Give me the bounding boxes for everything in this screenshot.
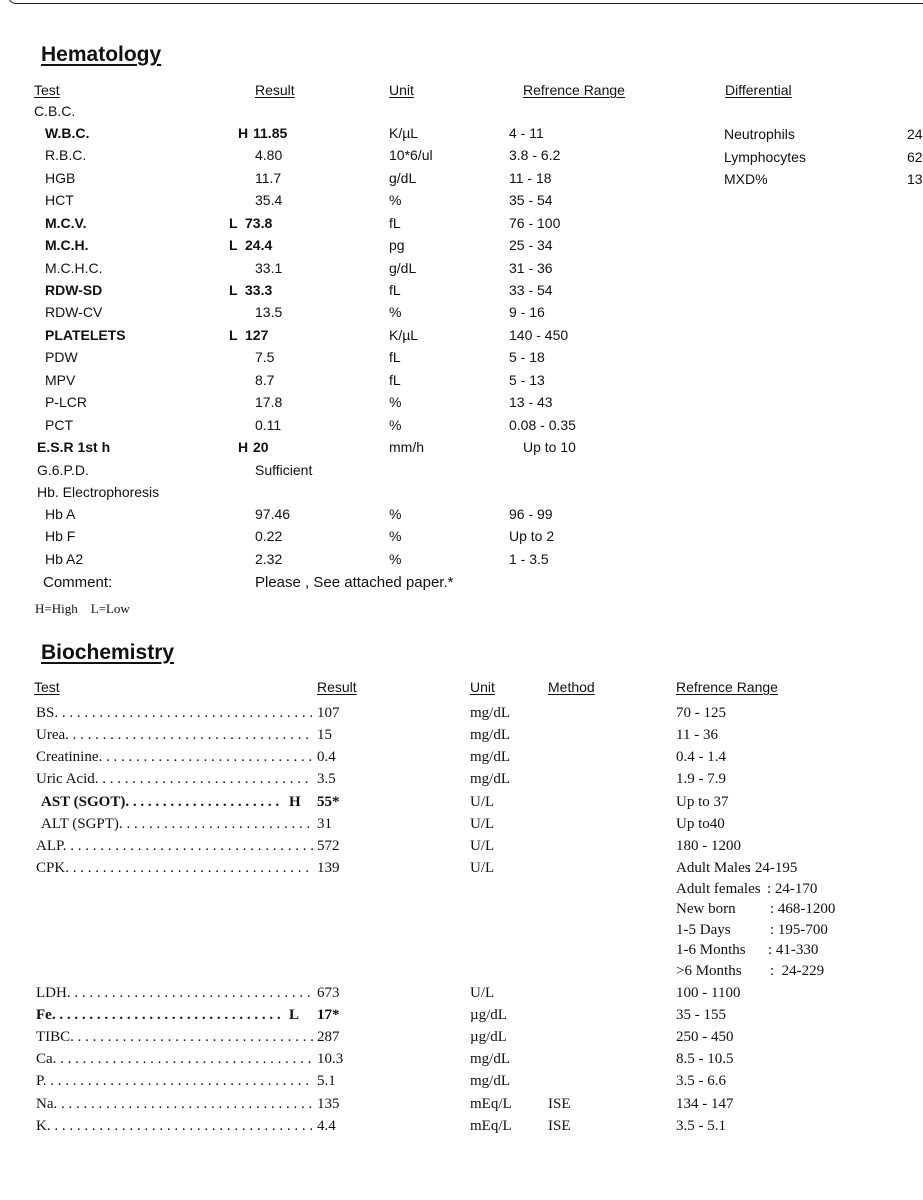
biochem-result: 673 [317, 985, 340, 1001]
biochem-test-leader [36, 985, 313, 1002]
cbc-range: 33 - 54 [509, 282, 553, 298]
cbc-row [0, 349, 923, 371]
cpk-range-row [0, 922, 923, 942]
hema-header-range: Refrence Range [523, 82, 625, 98]
cpk-range-value: : 24-170 [767, 880, 818, 897]
top-frame-border [8, 0, 923, 4]
biochem-unit: mg/dL [470, 749, 510, 765]
biochemistry-title: Biochemistry [41, 641, 175, 664]
biochem-test-name: ALP [36, 838, 63, 854]
cpk-range-row [0, 860, 923, 880]
cbc-range: 4 - 11 [509, 125, 544, 141]
cbc-unit: g/dL [389, 169, 417, 186]
cbc-test-name: PLATELETS [45, 326, 126, 343]
biochem-test-name: Uric Acid [36, 771, 95, 787]
cbc-result: 8.7 [255, 371, 275, 388]
cbc-result: 33.3 [245, 282, 273, 298]
cbc-unit: 10*6/ul [389, 147, 433, 164]
biochem-test-name: ALT (SGPT) [41, 816, 119, 832]
cbc-test-name: R.B.C. [45, 147, 87, 164]
biochem-result: 10.3 [317, 1051, 344, 1067]
biochem-test-leader [36, 727, 313, 744]
cbc-unit: g/dL [389, 259, 417, 276]
biochem-range: Up to 37 [676, 794, 729, 810]
cbc-result: 11.85 [253, 125, 288, 141]
biochem-unit: mg/dL [470, 771, 510, 787]
biochem-row [0, 771, 923, 792]
cpk-range-value: : 41-330 [768, 942, 819, 959]
cbc-result: 24.4 [245, 237, 273, 254]
cbc-row [0, 394, 923, 416]
biochem-range: 35 - 155 [676, 1007, 726, 1023]
cbc-test-name: P-LCR [45, 394, 88, 411]
hema-header-unit: Unit [389, 82, 414, 98]
cpk-range-row [0, 963, 923, 983]
cbc-group-label: C.B.C. [34, 103, 76, 119]
biochem-result: 4.4 [317, 1118, 336, 1134]
biochem-test-leader [41, 794, 282, 811]
biochem-method: ISE [548, 1096, 571, 1112]
differential-value: 24 [907, 126, 923, 142]
biochem-test-name: Ca [36, 1051, 53, 1067]
biochem-test-leader [36, 838, 313, 855]
biochem-range: 250 - 450 [676, 1029, 734, 1045]
cbc-unit: % [389, 304, 402, 321]
biochem-test-name: Na [36, 1096, 54, 1112]
cbc-range: 5 - 18 [509, 349, 545, 366]
biochem-test-name: TIBC [36, 1029, 71, 1045]
cbc-range: 31 - 36 [509, 259, 553, 276]
biochem-result: 287 [317, 1029, 340, 1045]
cbc-unit: % [389, 416, 402, 433]
biochem-test-leader [36, 1118, 313, 1135]
cbc-result: 11.7 [255, 169, 282, 186]
hb-result: 97.46 [255, 506, 291, 522]
cbc-test-name: HGB [45, 169, 76, 186]
bio-header-result: Result [317, 679, 357, 695]
cbc-range: 3.8 - 6.2 [509, 147, 561, 164]
comment-label: Comment: [43, 574, 113, 591]
biochem-test-name: K [36, 1118, 47, 1134]
biochem-unit: mEq/L [470, 1096, 512, 1112]
biochem-range: Up to40 [676, 816, 725, 832]
hb-test-name: Hb A [45, 506, 76, 522]
biochem-range: 134 - 147 [676, 1096, 734, 1112]
differential-row [0, 171, 923, 193]
cbc-result: 0.11 [255, 416, 282, 433]
biochem-unit: µg/dL [470, 1007, 507, 1023]
hb-result: 2.32 [255, 550, 283, 567]
cpk-range-row [0, 942, 923, 962]
biochem-result: 3.5 [317, 771, 336, 787]
cbc-row [0, 215, 923, 237]
cbc-result: 73.8 [245, 214, 273, 231]
biochem-row [0, 794, 923, 815]
hb-row [0, 551, 923, 573]
hema-header-differential: Differential [725, 82, 792, 98]
biochem-unit: mg/dL [470, 1051, 510, 1067]
cbc-flag: L [229, 326, 238, 343]
cbc-test-name: M.C.V. [45, 214, 87, 231]
cbc-range: 13 - 43 [509, 394, 553, 411]
biochem-range: 3.5 - 5.1 [676, 1118, 726, 1134]
differential-name: Lymphocytes [724, 148, 806, 165]
cbc-result: 4.80 [255, 147, 283, 164]
biochem-unit: U/L [470, 985, 495, 1001]
cbc-unit: % [389, 394, 402, 411]
biochem-row [0, 816, 923, 837]
biochem-row [0, 1029, 923, 1050]
biochem-result: 55* [317, 794, 340, 810]
cbc-unit: fL [389, 214, 401, 231]
hb-unit: % [389, 506, 402, 522]
biochem-test-leader [36, 1051, 313, 1068]
hb-electrophoresis-label: Hb. Electrophoresis [37, 484, 160, 500]
biochem-test-name: Creatinine [36, 749, 99, 765]
cpk-range-value: : 468-1200 [770, 901, 836, 918]
esr-flag: H [238, 439, 249, 455]
biochem-result: 17* [317, 1007, 340, 1023]
esr-row [0, 439, 923, 461]
biochem-row [0, 1118, 923, 1139]
biochem-test-name: LDH [36, 985, 67, 1001]
biochem-result: 31 [317, 816, 332, 832]
cbc-result: 33.1 [255, 259, 283, 276]
cpk-range-value: : 24-195 [747, 860, 798, 876]
hema-header-result: Result [255, 82, 295, 98]
biochem-result: 5.1 [317, 1073, 336, 1089]
biochem-test-leader [36, 749, 313, 766]
cbc-row [0, 237, 923, 259]
biochem-test-leader [36, 705, 313, 722]
cbc-row [0, 327, 923, 349]
bio-header-method: Method [548, 679, 595, 695]
esr-result: 20 [253, 439, 269, 455]
biochem-range: 0.4 - 1.4 [676, 749, 726, 765]
biochem-unit: mg/dL [470, 727, 510, 743]
cbc-flag: L [229, 214, 238, 231]
hb-row [0, 528, 923, 550]
biochem-row [0, 838, 923, 859]
cbc-unit: K/µL [389, 326, 419, 343]
cbc-row [0, 417, 923, 439]
biochem-test-leader [36, 1096, 313, 1113]
biochem-test-name: BS [36, 705, 55, 721]
g6pd-result: Sufficient [255, 462, 313, 478]
differential-name: Neutrophils [724, 126, 795, 142]
cbc-range: 0.08 - 0.35 [509, 416, 576, 433]
cbc-row [0, 372, 923, 394]
comment-text: Please , See attached paper.* [255, 574, 454, 591]
biochem-row [0, 1051, 923, 1072]
biochem-test-leader [36, 1007, 282, 1024]
cpk-range-value: : 195-700 [770, 921, 828, 938]
cbc-unit: fL [389, 349, 401, 366]
hb-row [0, 506, 923, 528]
g6pd-row [0, 462, 923, 484]
biochem-result: 135 [317, 1096, 340, 1112]
hb-unit: % [389, 550, 402, 567]
biochem-row [0, 1007, 923, 1028]
cbc-range: 140 - 450 [509, 326, 569, 343]
hb-unit: % [389, 528, 402, 545]
biochem-row [0, 1073, 923, 1094]
esr-test: E.S.R 1st h [37, 439, 111, 455]
cbc-test-name: W.B.C. [45, 125, 90, 141]
biochem-range: 8.5 - 10.5 [676, 1051, 734, 1067]
biochem-unit: mg/dL [470, 705, 510, 721]
biochem-unit: µg/dL [470, 1029, 507, 1045]
biochem-test-leader [36, 1029, 313, 1046]
cbc-flag: L [229, 237, 238, 254]
cpk-range-group: 1-5 Days [676, 921, 731, 938]
flag-legend: H=High L=Low [35, 601, 130, 616]
differential-value: 13 [907, 171, 923, 188]
cbc-test-name: RDW-CV [45, 304, 103, 321]
cbc-test-name: RDW-SD [45, 282, 103, 298]
hb-test-name: Hb F [45, 528, 76, 545]
hematology-title: Hematology [41, 43, 162, 66]
cpk-range-group: New born [676, 901, 736, 918]
esr-range: Up to 10 [523, 439, 576, 455]
cbc-range: 9 - 16 [509, 304, 545, 321]
cpk-range-group: >6 Months [676, 963, 742, 979]
cbc-unit: K/µL [389, 125, 419, 141]
biochem-row [0, 985, 923, 1006]
cbc-row [0, 260, 923, 282]
cbc-result: 7.5 [255, 349, 275, 366]
cbc-range: 25 - 34 [509, 237, 553, 254]
hb-result: 0.22 [255, 528, 283, 545]
biochem-range: 1.9 - 7.9 [676, 771, 726, 787]
bio-header-range: Refrence Range [676, 679, 778, 695]
biochem-flag: L [289, 1007, 300, 1023]
biochem-range: 11 - 36 [676, 727, 718, 743]
cpk-range-value: : 24-229 [770, 963, 825, 979]
biochem-test-leader [41, 816, 313, 833]
biochem-unit: U/L [470, 838, 495, 854]
cbc-test-name: PDW [45, 349, 78, 366]
biochem-unit: mg/dL [470, 1073, 510, 1089]
differential-row [0, 126, 923, 148]
biochem-range: 100 - 1100 [676, 985, 741, 1001]
cbc-row [0, 282, 923, 304]
cpk-range-group: Adult Males [676, 860, 751, 876]
biochem-row [0, 749, 923, 770]
cpk-range-row [0, 881, 923, 901]
differential-value: 62 [907, 148, 923, 165]
biochem-row [0, 705, 923, 726]
hema-header-test: Test [34, 82, 60, 98]
comment-row [0, 574, 923, 596]
cbc-flag: L [229, 282, 238, 298]
hb-test-name: Hb A2 [45, 550, 84, 567]
biochem-unit: mEq/L [470, 1118, 512, 1134]
cpk-range-row [0, 901, 923, 921]
cbc-test-name: PCT [45, 416, 73, 433]
cbc-test-name: M.C.H. [45, 237, 89, 254]
biochem-result: 107 [317, 705, 340, 721]
cbc-range: 11 - 18 [509, 169, 552, 186]
biochem-test-leader [36, 1073, 313, 1090]
biochem-test-name: Urea [36, 727, 66, 743]
cbc-flag: H [238, 125, 249, 141]
cbc-range: 76 - 100 [509, 214, 561, 231]
biochem-unit: U/L [470, 816, 495, 832]
esr-unit: mm/h [389, 439, 424, 455]
cbc-range: 35 - 54 [509, 192, 553, 209]
biochem-result: 0.4 [317, 749, 336, 765]
biochem-result: 572 [317, 838, 340, 854]
biochem-test-name: P [36, 1073, 43, 1089]
cbc-test-name: MPV [45, 371, 76, 388]
cbc-result: 127 [245, 326, 269, 343]
cbc-unit: fL [389, 371, 401, 388]
cbc-unit: pg [389, 237, 405, 254]
cbc-row [0, 304, 923, 326]
cbc-test-name: M.C.H.C. [45, 259, 103, 276]
cbc-test-name: HCT [45, 192, 74, 209]
cbc-result: 17.8 [255, 394, 283, 411]
cbc-range: 5 - 13 [509, 371, 545, 388]
biochem-range: 3.5 - 6.6 [676, 1073, 726, 1089]
hb-range: Up to 2 [509, 528, 555, 545]
biochem-range: 70 - 125 [676, 705, 726, 721]
biochem-result: 139 [317, 860, 340, 876]
biochem-flag: H [289, 794, 301, 810]
cbc-unit: fL [389, 282, 401, 298]
differential-row [0, 149, 923, 171]
biochem-test-name: Fe [36, 1007, 52, 1023]
g6pd-test: G.6.P.D. [37, 462, 89, 478]
biochem-row [0, 727, 923, 748]
differential-name: MXD% [724, 171, 768, 188]
hb-range: 1 - 3.5 [509, 550, 549, 567]
biochem-test-name: CPK [36, 860, 66, 876]
biochem-unit: U/L [470, 794, 495, 810]
biochem-range: 180 - 1200 [676, 838, 741, 854]
bio-header-test: Test [34, 679, 60, 695]
biochem-row [0, 1096, 923, 1117]
cpk-range-group: 1-6 Months [676, 942, 746, 959]
hb-range: 96 - 99 [509, 506, 553, 522]
cpk-range-group: Adult females [676, 880, 761, 897]
cbc-unit: % [389, 192, 402, 209]
biochem-method: ISE [548, 1118, 571, 1134]
bio-header-unit: Unit [470, 679, 495, 695]
cbc-result: 13.5 [255, 304, 283, 321]
biochem-result: 15 [317, 727, 332, 743]
biochem-test-leader [36, 771, 313, 788]
cbc-row [0, 192, 923, 214]
biochem-unit: U/L [470, 860, 495, 876]
cbc-result: 35.4 [255, 192, 283, 209]
biochem-test-name: AST (SGOT) [41, 794, 126, 810]
